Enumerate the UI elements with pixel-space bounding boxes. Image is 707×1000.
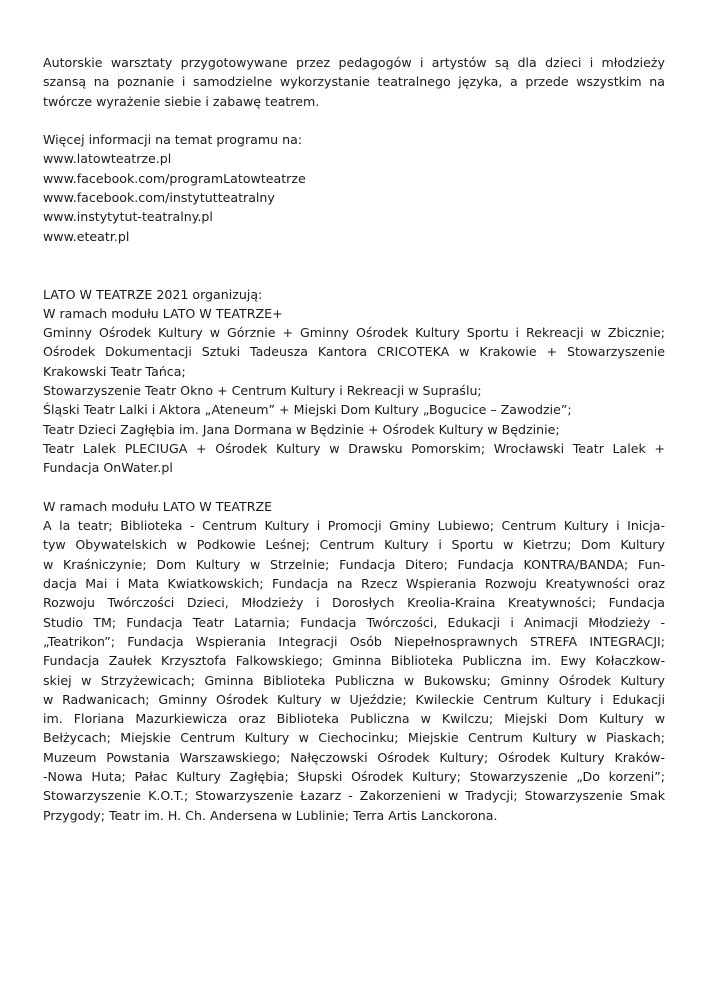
spacer [43,246,665,285]
organizers-section [43,285,665,825]
module-plus-line: Śląski Teatr Lalki i Aktora „Ateneum” + Miejski Dom Kultury „Bogucice – Zawodzie”; [43,402,572,418]
module-line: Stowarzyszenie K.O.T.; Stowarzyszenie Łazarz - Zakorzenieni w Tradycji; Stowarzyszenie Smak [43,788,665,804]
links-section [43,130,665,246]
module-line: Przygody; Teatr im. H. Ch. Andersena w Lublinie; Terra Artis Lanckorona. [43,807,498,823]
intro-line: szansą na poznanie i samodzielne wykorzystanie teatralnego języka, a przede wszystkim na [43,74,665,90]
module-plus-line: Fundacja OnWater.pl [43,460,173,476]
link-facebook-instytut[interactable]: www.facebook.com/instytutteatralny [43,190,275,206]
module-line: -Nowa Huta; Pałac Kultury Zagłębia; Słupski Ośrodek Kultury; Stowarzyszenie „Do korzeni”; [43,768,665,784]
organizers-heading: LATO W TEATRZE 2021 organizują: [43,286,263,302]
module-line: Muzeum Powstania Warszawskiego; Nałęczowski Ośrodek Kultury; Ośrodek Kultury Kraków- [43,749,665,765]
module-line: tyw Obywatelskich w Podkowie Leśnej; Centrum Kultury i Sportu w Kietrzu; Dom Kultury [43,537,665,553]
link-eteatr[interactable]: www.eteatr.pl [43,228,130,244]
intro-line: Autorskie warsztaty przygotowywane przez pedagogów i artystów są dla dzieci i młodzieży [43,55,665,70]
module-line: w Kraśniczynie; Dom Kultury w Strzelnie; Fundacja Ditero; Fundacja KONTRA/BANDA; Fun- [43,556,665,572]
spacer [43,478,665,497]
module-line: w Radwanicach; Gminny Ośrodek Kultury w Ujeździe; Kwileckie Centrum Kultury i Edukacji [43,691,665,707]
module-line: skiej w Strzyżewicach; Gminna Biblioteka Publiczna w Bukowsku; Gminny Ośrodek Kultury [43,672,665,688]
module-plus-line: Krakowski Teatr Tańca; [43,363,186,379]
link-latowteatrze[interactable]: www.latowteatrze.pl [43,151,172,167]
spacer [43,111,665,130]
module-plus-line: Teatr Lalek PLECIUGA + Ośrodek Kultury w Drawsku Pomorskim; Wrocławski Teatr Lalek + [43,440,665,456]
module-line: Bełżycach; Miejskie Centrum Kultury w Ciechocinku; Miejskie Centrum Kultury w Piaskach; [43,730,665,746]
links-heading: Więcej informacji na temat programu na: [43,132,303,148]
module-line: A la teatr; Biblioteka - Centrum Kultury i Promocji Gminy Lubiewo; Centrum Kultury i Inicja- [43,518,665,534]
module-line: im. Floriana Mazurkiewicza oraz Biblioteka Publiczna w Kwilczu; Miejski Dom Kultury w [43,711,665,727]
module-line: Studio TM; Fundacja Teatr Latarnia; Fundacja Twórczości, Edukacji i Animacji Młodzieży - [43,614,665,630]
module-line: Fundacja Zaułek Krzysztofa Falkowskiego; Gminna Biblioteka Publiczna im. Ewy Kołaczkow- [43,653,665,669]
link-instytut-teatralny[interactable]: www.instytytut-teatralny.pl [43,209,213,225]
module-line: „Teatrikon”; Fundacja Wspierania Integracji Osób Niepełnosprawnych STREFA INTEGRACJI; [43,633,665,649]
module-plus-line: Stowarzyszenie Teatr Okno + Centrum Kultury i Rekreacji w Supraślu; [43,383,482,399]
module-plus-line: Teatr Dzieci Zagłębia im. Jana Dormana w Będzinie + Ośrodek Kultury w Będzinie; [43,421,560,437]
link-facebook-program[interactable]: www.facebook.com/programLatowteatrze [43,170,306,186]
document-page [43,53,665,825]
module-plus-line: Gminny Ośrodek Kultury w Górznie + Gminny Ośrodek Kultury Sportu i Rekreacji w Zbicznie; [43,325,665,341]
module-line: dacja Mai i Mata Kwiatkowskich; Fundacja na Rzecz Wspierania Rozwoju Kreatywności oraz [43,576,665,592]
module-plus-heading: W ramach modułu LATO W TEATRZE+ [43,305,283,321]
module-plus-line: Ośrodek Dokumentacji Sztuki Tadeusza Kantora CRICOTEKA w Krakowie + Stowarzyszenie [43,344,665,360]
intro-line: twórcze wyrażenie siebie i zabawę teatrem. [43,93,320,109]
intro-paragraph [43,53,665,111]
module-line: Rozwoju Twórczości Dzieci, Młodzieży i Dorosłych Kreolia-Kraina Kreatywności; Fundacja [43,595,665,611]
module-heading: W ramach modułu LATO W TEATRZE [43,498,273,514]
